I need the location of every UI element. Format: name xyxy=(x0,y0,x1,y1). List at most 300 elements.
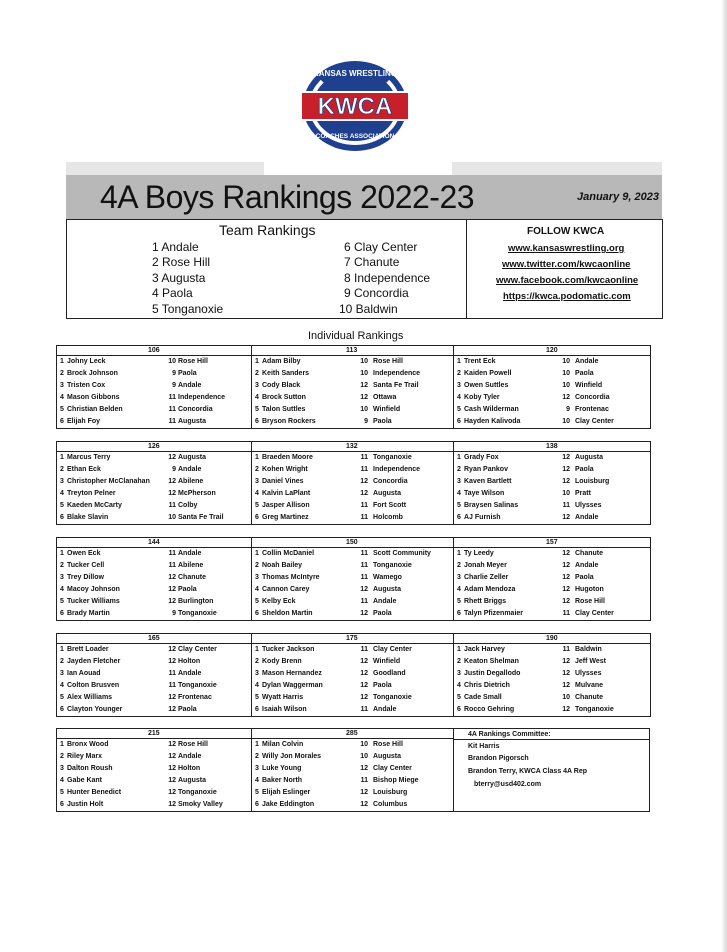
wrestler-name: Dalton Roush xyxy=(67,765,113,772)
wrestler-grade: 12 xyxy=(562,478,570,485)
wrestler-grade: 10 xyxy=(562,418,570,425)
team-ranking-item: 8 Independence xyxy=(344,271,431,285)
wrestler-name: Kelby Eck xyxy=(262,598,296,605)
page-edge-shadow xyxy=(721,0,727,952)
wrestler-grade: 12 xyxy=(168,574,176,581)
weight-class-divider xyxy=(56,451,252,452)
wrestler-school: Rose Hill xyxy=(178,358,208,365)
wrestler-name: Bronx Wood xyxy=(67,741,109,748)
wrestler-name: Brett Loader xyxy=(67,646,109,653)
header-gray-bar-left xyxy=(66,162,264,176)
follow-title: FOLLOW KWCA xyxy=(527,226,605,237)
rank-number: 1 xyxy=(457,454,461,461)
rank-number: 3 xyxy=(60,670,64,677)
wrestler-name: Isaiah Wilson xyxy=(262,706,307,713)
wrestler-name: Gabe Kant xyxy=(67,777,103,784)
wrestler-grade: 11 xyxy=(360,646,368,653)
rank-number: 5 xyxy=(255,789,259,796)
wrestler-school: Augusta xyxy=(178,418,206,425)
wrestler-school: Rose Hill xyxy=(575,598,605,605)
kwca-logo xyxy=(297,56,417,156)
wrestler-grade: 12 xyxy=(562,466,570,473)
wrestler-school: Louisburg xyxy=(373,789,408,796)
wrestler-grade: 11 xyxy=(168,562,176,569)
wrestler-grade: 12 xyxy=(168,586,176,593)
wrestler-school: Tonganoxie xyxy=(373,454,412,461)
wrestler-name: Mason Hernandez xyxy=(262,670,322,677)
rank-number: 4 xyxy=(255,586,259,593)
wrestler-grade: 9 xyxy=(172,466,176,473)
team-ranking-item: 1 Andale xyxy=(152,240,199,254)
wrestler-name: Keaton Shelman xyxy=(464,658,519,665)
wrestler-name: Mason Gibbons xyxy=(67,394,120,401)
rank-number: 4 xyxy=(60,490,64,497)
header-gray-bar-right xyxy=(452,162,662,176)
wrestler-grade: 12 xyxy=(168,777,176,784)
wrestler-grade: 9 xyxy=(566,406,570,413)
wrestler-school: Scott Community xyxy=(373,550,431,557)
weight-class-divider xyxy=(453,355,651,356)
wrestler-school: Concordia xyxy=(373,478,408,485)
wrestler-school: Santa Fe Trail xyxy=(373,382,419,389)
weight-class-label: 165 xyxy=(148,635,160,642)
wrestler-name: Talon Suttles xyxy=(262,406,306,413)
wrestler-name: Adam Bilby xyxy=(262,358,301,365)
rank-number: 6 xyxy=(60,801,64,808)
rank-number: 3 xyxy=(60,382,64,389)
wrestler-name: Grady Fox xyxy=(464,454,499,461)
rank-number: 1 xyxy=(255,550,259,557)
wrestler-school: Tonganoxie xyxy=(178,789,217,796)
wrestler-school: Paola xyxy=(178,586,197,593)
wrestler-name: Keith Sanders xyxy=(262,370,310,377)
wrestler-name: Adam Mendoza xyxy=(464,586,516,593)
wrestler-school: Hugoton xyxy=(575,586,604,593)
wrestler-name: Kohen Wright xyxy=(262,466,308,473)
rank-number: 2 xyxy=(255,370,259,377)
wrestler-school: Holton xyxy=(178,658,201,665)
wrestler-name: Macoy Johnson xyxy=(67,586,120,593)
rank-number: 3 xyxy=(255,574,259,581)
wrestler-grade: 12 xyxy=(168,658,176,665)
wrestler-grade: 11 xyxy=(168,550,176,557)
wrestler-school: Tonganoxie xyxy=(575,706,614,713)
wrestler-name: Collin McDaniel xyxy=(262,550,315,557)
wrestler-name: Rocco Gehring xyxy=(464,706,515,713)
wrestler-grade: 10 xyxy=(562,370,570,377)
wrestler-school: Columbus xyxy=(373,801,408,808)
rank-number: 2 xyxy=(60,562,64,569)
wrestler-name: Ethan Eck xyxy=(67,466,101,473)
team-ranking-item: 3 Augusta xyxy=(152,271,206,285)
rank-number: 3 xyxy=(457,670,461,677)
rank-number: 2 xyxy=(255,658,259,665)
wrestler-grade: 12 xyxy=(562,682,570,689)
wrestler-school: Andale xyxy=(178,670,202,677)
follow-link[interactable]: www.kansaswrestling.org xyxy=(508,243,625,254)
wrestler-school: Holcomb xyxy=(373,514,403,521)
wrestler-name: Sheldon Martin xyxy=(262,610,313,617)
wrestler-grade: 12 xyxy=(562,658,570,665)
weight-class-label: 157 xyxy=(546,539,558,546)
wrestler-grade: 12 xyxy=(562,394,570,401)
wrestler-grade: 9 xyxy=(172,370,176,377)
wrestler-grade: 10 xyxy=(360,741,368,748)
wrestler-grade: 11 xyxy=(360,550,368,557)
weight-class-divider xyxy=(251,738,454,739)
rank-number: 5 xyxy=(255,502,259,509)
wrestler-grade: 11 xyxy=(168,670,176,677)
wrestler-school: Andale xyxy=(373,706,397,713)
rank-number: 5 xyxy=(60,789,64,796)
wrestler-school: Pratt xyxy=(575,490,591,497)
wrestler-name: Ryan Pankov xyxy=(464,466,508,473)
weight-class-label: 138 xyxy=(546,443,558,450)
wrestler-grade: 12 xyxy=(168,741,176,748)
wrestler-grade: 12 xyxy=(168,765,176,772)
wrestler-grade: 12 xyxy=(168,490,176,497)
wrestler-name: Noah Bailey xyxy=(262,562,303,569)
rank-number: 6 xyxy=(255,418,259,425)
wrestler-school: Rose Hill xyxy=(373,741,403,748)
rank-number: 3 xyxy=(60,574,64,581)
weight-class-label: 126 xyxy=(148,443,160,450)
wrestler-name: Ty Leedy xyxy=(464,550,494,557)
wrestler-grade: 12 xyxy=(562,670,570,677)
wrestler-grade: 9 xyxy=(364,418,368,425)
rank-number: 4 xyxy=(60,586,64,593)
wrestler-school: Augusta xyxy=(373,490,401,497)
committee-line: Brandon Pigorsch xyxy=(468,755,529,762)
wrestler-grade: 11 xyxy=(168,418,176,425)
team-ranking-item: 10 Baldwin xyxy=(339,302,398,316)
wrestler-grade: 11 xyxy=(562,646,570,653)
wrestler-name: Braeden Moore xyxy=(262,454,313,461)
rank-number: 6 xyxy=(255,706,259,713)
rank-number: 2 xyxy=(457,658,461,665)
weight-class-divider xyxy=(251,643,454,644)
rank-number: 3 xyxy=(255,478,259,485)
wrestler-school: Rose Hill xyxy=(178,741,208,748)
rank-number: 1 xyxy=(60,646,64,653)
wrestler-school: Louisburg xyxy=(575,478,610,485)
rank-number: 6 xyxy=(60,706,64,713)
weight-class-divider xyxy=(56,643,252,644)
wrestler-name: Justin Degallodo xyxy=(464,670,521,677)
wrestler-school: Tonganoxie xyxy=(373,694,412,701)
wrestler-grade: 10 xyxy=(360,358,368,365)
rank-number: 2 xyxy=(60,370,64,377)
wrestler-school: Clay Center xyxy=(575,418,614,425)
wrestler-school: Ulysses xyxy=(575,670,602,677)
wrestler-school: Winfield xyxy=(373,406,401,413)
rank-number: 4 xyxy=(255,490,259,497)
wrestler-school: Bishop Miege xyxy=(373,777,419,784)
rank-number: 3 xyxy=(255,382,259,389)
wrestler-name: Blake Slavin xyxy=(67,514,109,521)
wrestler-grade: 10 xyxy=(562,358,570,365)
wrestler-school: Tonganoxie xyxy=(373,562,412,569)
individual-rankings-title: Individual Rankings xyxy=(308,330,404,342)
wrestler-grade: 12 xyxy=(168,478,176,485)
wrestler-grade: 12 xyxy=(562,514,570,521)
rank-number: 5 xyxy=(255,694,259,701)
weight-class-label: 285 xyxy=(346,730,358,737)
wrestler-school: Andale xyxy=(178,466,202,473)
wrestler-name: Greg Martinez xyxy=(262,514,309,521)
wrestler-name: Bryson Rockers xyxy=(262,418,316,425)
wrestler-name: Koby Tyler xyxy=(464,394,500,401)
wrestler-grade: 12 xyxy=(168,706,176,713)
wrestler-grade: 11 xyxy=(168,406,176,413)
wrestler-name: Jayden Fletcher xyxy=(67,658,121,665)
weight-class-label: 175 xyxy=(346,635,358,642)
rank-number: 1 xyxy=(255,454,259,461)
wrestler-grade: 12 xyxy=(360,382,368,389)
rank-number: 5 xyxy=(457,598,461,605)
weight-class-divider xyxy=(56,547,252,548)
wrestler-school: Ottawa xyxy=(373,394,397,401)
wrestler-grade: 12 xyxy=(360,694,368,701)
wrestler-grade: 12 xyxy=(360,610,368,617)
wrestler-name: Christopher McClanahan xyxy=(67,478,150,485)
wrestler-grade: 9 xyxy=(172,610,176,617)
wrestler-school: Paola xyxy=(575,370,594,377)
wrestler-name: Baker North xyxy=(262,777,303,784)
logo-main-text: KWCA xyxy=(317,93,393,120)
weight-class-divider xyxy=(56,355,252,356)
wrestler-grade: 12 xyxy=(360,682,368,689)
wrestler-grade: 11 xyxy=(360,514,368,521)
rank-number: 1 xyxy=(255,741,259,748)
wrestler-name: Ian Aouad xyxy=(67,670,101,677)
wrestler-grade: 12 xyxy=(168,454,176,461)
wrestler-name: Jake Eddington xyxy=(262,801,315,808)
rank-number: 5 xyxy=(457,694,461,701)
rank-number: 5 xyxy=(60,406,64,413)
follow-link[interactable]: www.facebook.com/kwcaonline xyxy=(496,275,639,286)
wrestler-school: Augusta xyxy=(373,586,401,593)
rank-number: 1 xyxy=(255,358,259,365)
wrestler-school: Clay Center xyxy=(373,646,412,653)
wrestler-school: Winfield xyxy=(373,658,401,665)
rank-number: 4 xyxy=(457,394,461,401)
wrestler-name: Cannon Carey xyxy=(262,586,310,593)
wrestler-name: AJ Furnish xyxy=(464,514,501,521)
wrestler-school: Wamego xyxy=(373,574,402,581)
wrestler-grade: 11 xyxy=(562,502,570,509)
weight-class-label: 190 xyxy=(546,635,558,642)
wrestler-school: Independence xyxy=(373,466,421,473)
wrestler-grade: 12 xyxy=(168,753,176,760)
rank-number: 1 xyxy=(60,741,64,748)
wrestler-school: Chanute xyxy=(575,550,603,557)
wrestler-school: Independence xyxy=(178,394,226,401)
wrestler-grade: 12 xyxy=(360,394,368,401)
wrestler-school: Tonganoxie xyxy=(178,610,217,617)
wrestler-school: Andale xyxy=(575,514,599,521)
rank-number: 6 xyxy=(60,514,64,521)
rank-number: 6 xyxy=(457,514,461,521)
rank-number: 5 xyxy=(60,694,64,701)
wrestler-grade: 10 xyxy=(360,406,368,413)
wrestler-name: Marcus Terry xyxy=(67,454,111,461)
committee-divider xyxy=(453,739,650,740)
wrestler-name: Johny Leck xyxy=(67,358,106,365)
wrestler-school: Clay Center xyxy=(373,765,412,772)
wrestler-school: Andale xyxy=(575,562,599,569)
wrestler-name: Hayden Kalivoda xyxy=(464,418,521,425)
weight-class-divider xyxy=(56,738,252,739)
wrestler-name: Wyatt Harris xyxy=(262,694,304,701)
wrestler-school: Frontenac xyxy=(178,694,212,701)
wrestler-name: Christian Belden xyxy=(67,406,123,413)
wrestler-grade: 10 xyxy=(562,694,570,701)
wrestler-name: Milan Colvin xyxy=(262,741,304,748)
wrestler-grade: 10 xyxy=(360,370,368,377)
wrestler-name: Charlie Zeller xyxy=(464,574,509,581)
rank-number: 5 xyxy=(255,406,259,413)
rank-number: 6 xyxy=(255,610,259,617)
wrestler-grade: 11 xyxy=(360,502,368,509)
team-ranking-item: 6 Clay Center xyxy=(344,240,418,254)
weight-class-label: 132 xyxy=(346,443,358,450)
rank-number: 5 xyxy=(457,502,461,509)
wrestler-grade: 11 xyxy=(168,502,176,509)
rank-number: 6 xyxy=(457,706,461,713)
rank-number: 3 xyxy=(60,765,64,772)
wrestler-grade: 11 xyxy=(168,394,176,401)
wrestler-name: Talyn Pfizenmaier xyxy=(464,610,524,617)
wrestler-grade: 12 xyxy=(168,789,176,796)
weight-class-divider xyxy=(453,643,651,644)
wrestler-grade: 12 xyxy=(168,801,176,808)
team-ranking-item: 9 Concordia xyxy=(344,286,409,300)
rank-number: 4 xyxy=(255,777,259,784)
rank-number: 2 xyxy=(60,658,64,665)
wrestler-school: Paola xyxy=(575,466,594,473)
wrestler-school: Paola xyxy=(178,706,197,713)
wrestler-school: Burlington xyxy=(178,598,214,605)
wrestler-school: Frontenac xyxy=(575,406,609,413)
wrestler-grade: 11 xyxy=(168,682,176,689)
team-ranking-item: 5 Tonganoxie xyxy=(152,302,224,316)
wrestler-name: Elijah Eslinger xyxy=(262,789,311,796)
rank-number: 4 xyxy=(457,490,461,497)
committee-title: 4A Rankings Committee: xyxy=(468,731,551,738)
wrestler-school: Abilene xyxy=(178,478,204,485)
wrestler-grade: 12 xyxy=(360,478,368,485)
rank-number: 6 xyxy=(457,610,461,617)
rank-number: 4 xyxy=(457,586,461,593)
wrestler-name: Thomas McIntyre xyxy=(262,574,320,581)
wrestler-name: Taye Wilson xyxy=(464,490,505,497)
wrestler-school: Andale xyxy=(575,358,599,365)
wrestler-school: Holton xyxy=(178,765,201,772)
wrestler-grade: 12 xyxy=(360,658,368,665)
wrestler-name: Tristen Cox xyxy=(67,382,106,389)
weight-class-divider xyxy=(453,547,651,548)
wrestler-name: Willy Jon Morales xyxy=(262,753,322,760)
wrestler-name: Tucker Williams xyxy=(67,598,120,605)
wrestler-grade: 12 xyxy=(562,598,570,605)
wrestler-school: Clay Center xyxy=(575,610,614,617)
weight-class-label: 113 xyxy=(346,347,358,354)
weight-class-label: 215 xyxy=(148,730,160,737)
follow-link[interactable]: www.twitter.com/kwcaonline xyxy=(502,259,631,270)
wrestler-school: Andale xyxy=(178,753,202,760)
wrestler-name: Cash Wilderman xyxy=(464,406,519,413)
wrestler-name: Elijah Foy xyxy=(67,418,101,425)
wrestler-name: Riley Marx xyxy=(67,753,103,760)
rank-number: 5 xyxy=(457,406,461,413)
wrestler-grade: 11 xyxy=(360,598,368,605)
rank-number: 6 xyxy=(457,418,461,425)
wrestler-school: Clay Center xyxy=(178,646,217,653)
wrestler-school: Mulvane xyxy=(575,682,604,689)
rank-number: 3 xyxy=(255,670,259,677)
logo-bottom-text: COACHES ASSOCIATION xyxy=(315,133,395,140)
wrestler-grade: 12 xyxy=(562,550,570,557)
wrestler-school: Rose Hill xyxy=(373,358,403,365)
weight-class-label: 144 xyxy=(148,539,160,546)
wrestler-grade: 10 xyxy=(562,382,570,389)
wrestler-school: Augusta xyxy=(178,454,206,461)
rank-number: 3 xyxy=(255,765,259,772)
rank-number: 5 xyxy=(60,598,64,605)
wrestler-school: Andale xyxy=(178,382,202,389)
wrestler-name: Cade Small xyxy=(464,694,502,701)
wrestler-school: Concordia xyxy=(178,406,213,413)
rank-number: 2 xyxy=(457,370,461,377)
wrestler-name: Braysen Salinas xyxy=(464,502,519,509)
wrestler-name: Kalvin LaPlant xyxy=(262,490,311,497)
wrestler-grade: 12 xyxy=(360,801,368,808)
rank-number: 1 xyxy=(60,358,64,365)
wrestler-school: Santa Fe Trail xyxy=(178,514,224,521)
wrestler-grade: 12 xyxy=(562,562,570,569)
rank-number: 1 xyxy=(457,358,461,365)
rank-number: 1 xyxy=(60,454,64,461)
follow-link[interactable]: https://kwca.podomatic.com xyxy=(503,291,631,302)
wrestler-grade: 12 xyxy=(168,646,176,653)
wrestler-name: Daniel Vines xyxy=(262,478,304,485)
wrestler-name: Kody Brenn xyxy=(262,658,302,665)
wrestler-school: Chanute xyxy=(178,574,206,581)
rank-number: 5 xyxy=(255,598,259,605)
wrestler-school: Paola xyxy=(373,682,392,689)
committee-line: Brandon Terry, KWCA Class 4A Rep xyxy=(468,768,588,775)
wrestler-school: Ulysses xyxy=(575,502,602,509)
wrestler-school: Smoky Valley xyxy=(178,801,223,808)
wrestler-name: Rhett Briggs xyxy=(464,598,506,605)
wrestler-school: Independence xyxy=(373,370,421,377)
wrestler-grade: 11 xyxy=(360,466,368,473)
wrestler-grade: 11 xyxy=(360,706,368,713)
wrestler-grade: 12 xyxy=(562,454,570,461)
wrestler-name: Jack Harvey xyxy=(464,646,505,653)
wrestler-school: Tonganoxie xyxy=(178,682,217,689)
wrestler-school: Paola xyxy=(373,418,392,425)
rank-number: 2 xyxy=(60,466,64,473)
wrestler-school: Augusta xyxy=(373,753,401,760)
rank-number: 6 xyxy=(255,801,259,808)
wrestler-school: Abilene xyxy=(178,562,204,569)
wrestler-grade: 12 xyxy=(360,586,368,593)
wrestler-grade: 12 xyxy=(562,586,570,593)
wrestler-name: Chris Dietrich xyxy=(464,682,510,689)
wrestler-grade: 12 xyxy=(360,789,368,796)
